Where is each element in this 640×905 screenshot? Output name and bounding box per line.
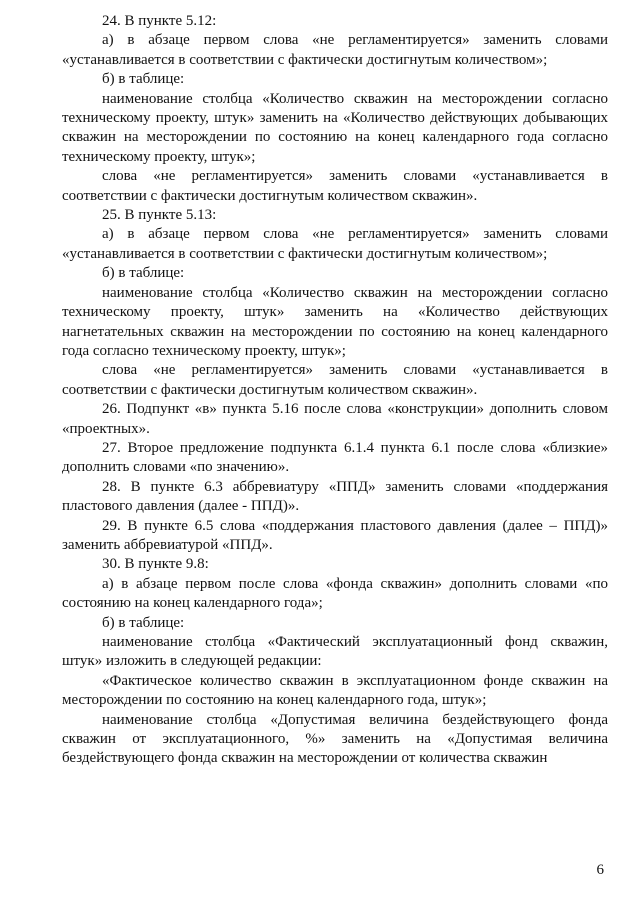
paragraph-30-heading: 30. В пункте 9.8:	[102, 556, 209, 573]
paragraph-25-a: а) в абзаце первом слова «не регламентируется» заменить словами «устанавливается в соответствии с фактически достигнутым количеством»;	[62, 226, 608, 262]
paragraph-25-b-words: слова «не регламентируется» заменить словами «устанавливается в соответствии с фактически достигнутым количеством скважин».	[62, 362, 608, 398]
document-body	[62, 12, 608, 769]
paragraph-30-b-column-1: наименование столбца «Фактический эксплуатационный фонд скважин, штук» изложить в следующей редакции:	[62, 634, 608, 670]
paragraph-24-a: а) в абзаце первом слова «не регламентируется» заменить словами «устанавливается в соответствии с фактически достигнутым количеством»;	[62, 32, 608, 68]
paragraph-25-b-column: наименование столбца «Количество скважин на месторождении согласно техническому проекту, штук» заменить на «Количество действующих нагнетательных скважин на месторождении по состоянию на конец календарного года согласно техническому проекту, штук»;	[62, 284, 608, 359]
paragraph-30-b-new-name: «Фактическое количество скважин в эксплуатационном фонде скважин на месторождении по состоянию на конец календарного года, штук»;	[62, 672, 608, 709]
paragraph-24-b-column: наименование столбца «Количество скважин на месторождении согласно техническому проекту, штук» заменить на «Количество действующих добывающих скважин на месторождении по состоянию на конец календарного года согласно техническому проекту, штук»;	[62, 90, 608, 165]
paragraph-30-a: а) в абзаце первом после слова «фонда скважин» дополнить словами «по состоянию на конец календарного года»;	[62, 575, 608, 612]
paragraph-24-b-words: слова «не регламентируется» заменить словами «устанавливается в соответствии с фактически достигнутым количеством скважин».	[62, 168, 608, 204]
paragraph-25-heading: 25. В пункте 5.13:	[102, 207, 217, 224]
paragraph-25-b: б) в таблице:	[102, 265, 185, 282]
page-footer	[0, 862, 640, 882]
paragraph-27: 27. Второе предложение подпункта 6.1.4 пункта 6.1 после слова «близкие» дополнить словами «по значению».	[62, 439, 608, 476]
paragraph-30-b-column-2: наименование столбца «Допустимая величина бездействующего фонда скважин от эксплуатационного, %» заменить на «Допустимая величина бездействующего фонда скважин на месторождении от количества скважин	[62, 711, 608, 767]
paragraph-24-heading: 24. В пункте 5.12:	[102, 13, 217, 29]
paragraph-29: 29. В пункте 6.5 слова «поддержания пластового давления (далее – ППД)» заменить аббревиатурой «ППД».	[62, 517, 608, 553]
paragraph-24-b: б) в таблице:	[102, 71, 185, 88]
paragraph-30-b: б) в таблице:	[102, 614, 185, 631]
page-number: 6	[596, 862, 604, 878]
paragraph-28: 28. В пункте 6.3 аббревиатуру «ППД» заменить словами «поддержания пластового давления (далее - ППД)».	[62, 478, 608, 515]
paragraph-26: 26. Подпункт «в» пункта 5.16 после слова «конструкции» дополнить словом «проектных».	[62, 401, 608, 437]
